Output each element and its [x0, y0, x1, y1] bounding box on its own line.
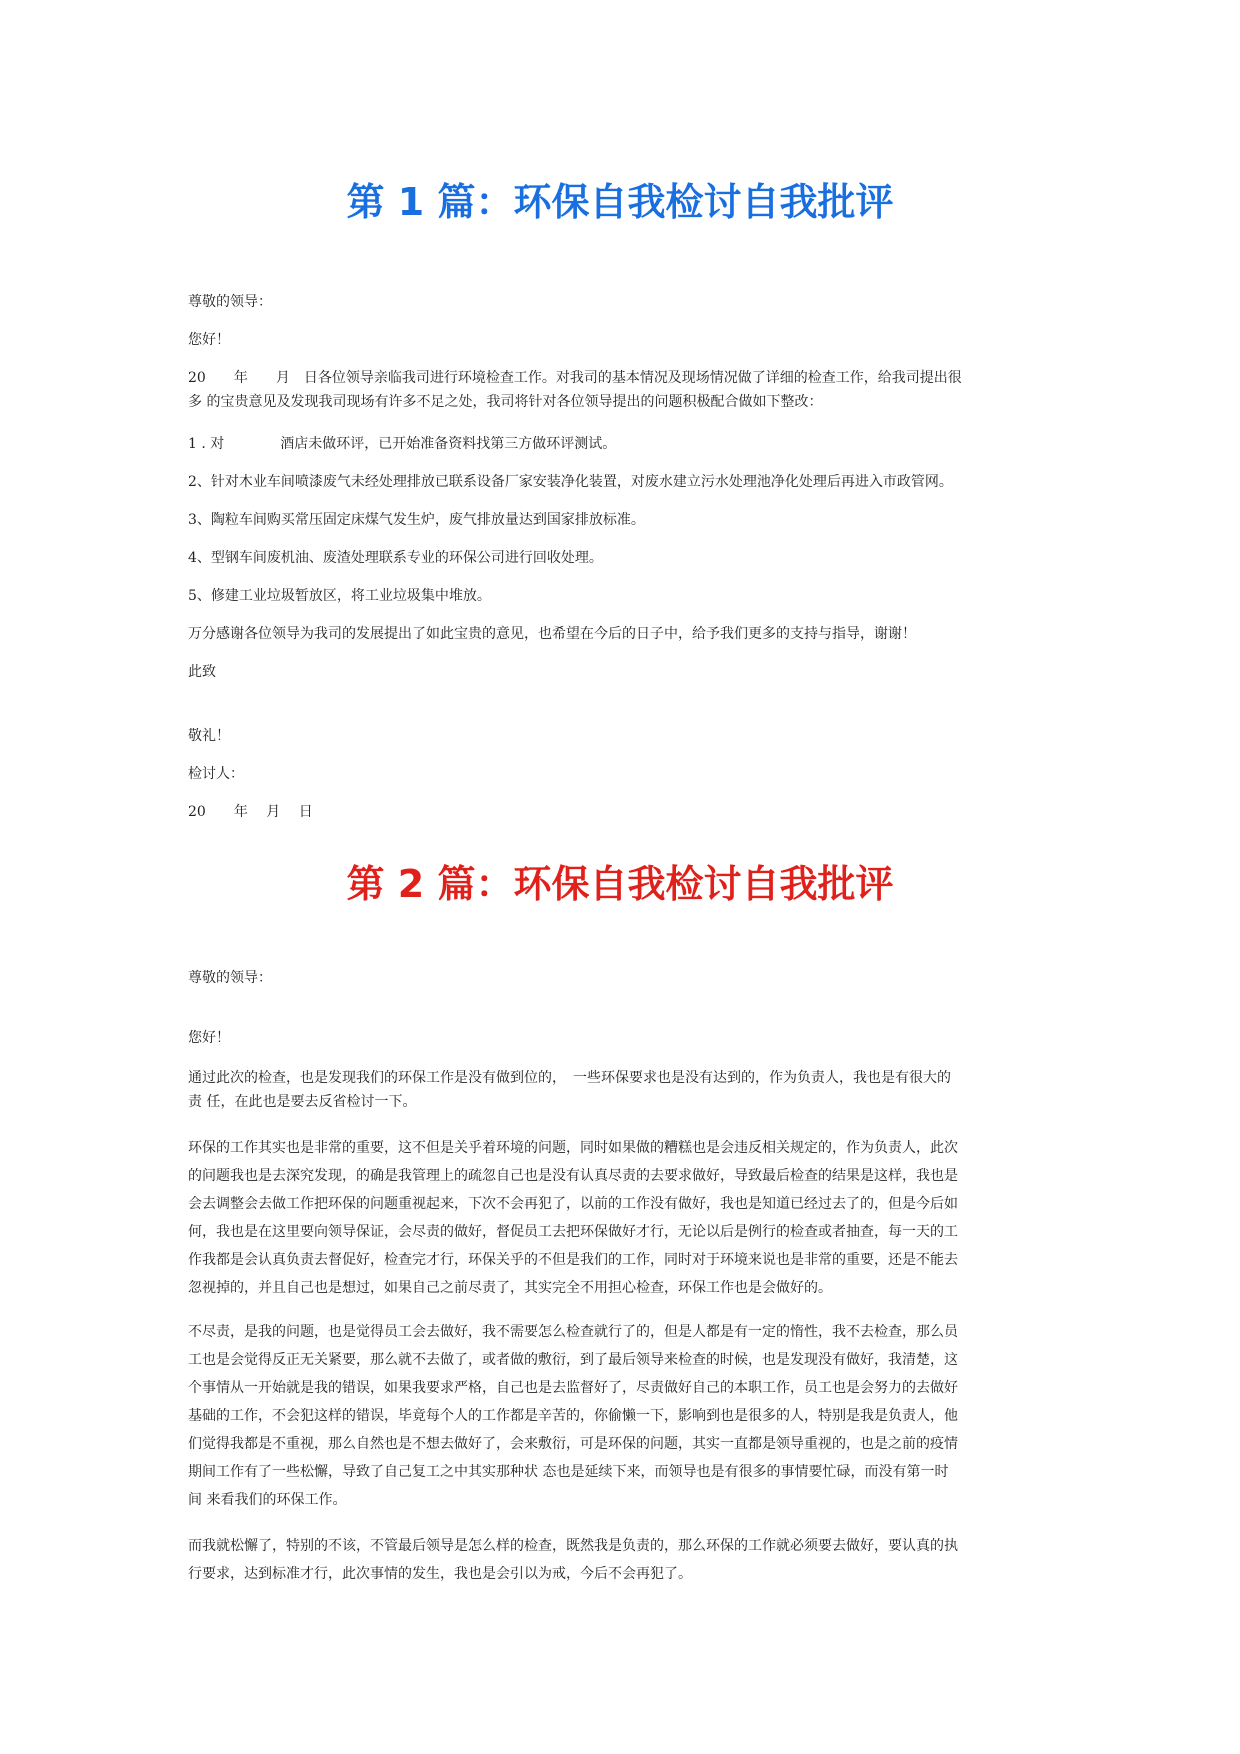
salutation: 尊敬的领导：	[188, 294, 272, 310]
paragraph-line: 通过此次的检查，也是发现我们的环保工作是没有做到位的， 一些环保要求也是没有达到的，作为负责人，我也是有很大的	[188, 1070, 951, 1086]
paragraph-line: 的问题我也是去深究发现，的确是我管理上的疏忽自己也是没有认真尽责的去要求做好，导致最后检查的结果是这样，我也是	[188, 1168, 958, 1184]
list-item: 1 . 对 酒店未做环评，已开始准备资料找第三方做环评测试。	[188, 436, 617, 452]
thanks-text: 万分感谢各位领导为我司的发展提出了如此宝贵的意见，也希望在今后的日子中，给予我们更多的支持与指导，谢谢！	[188, 626, 916, 642]
section-1-title: 第 1 篇：环保自我检讨自我批评	[346, 180, 894, 224]
section-2-greeting-block	[188, 1026, 1050, 1050]
paragraph-line: 忽视掉的，并且自己也是想过，如果自己之前尽责了，其实完全不用担心检查，环保工作也是会做好的。	[188, 1280, 832, 1296]
section-2-salutation-block	[188, 966, 1050, 990]
salutation: 尊敬的领导：	[188, 970, 272, 986]
paragraph-1	[188, 1066, 1050, 1114]
item-block-5	[188, 584, 1050, 608]
closing-text: 敬礼！	[188, 728, 230, 744]
greeting: 您好！	[188, 1030, 230, 1046]
list-item: 4、型钢车间废机油、废渣处理联系专业的环保公司进行回收处理。	[188, 550, 603, 566]
list-item: 3、陶粒车间购买常压固定床煤气发生炉，废气排放量达到国家排放标准。	[188, 512, 645, 528]
intro-line: 20 年 月 日各位领导亲临我司进行环境检查工作。对我司的基本情况及现场情况做了详细的检查工作，给我司提出很	[188, 370, 962, 386]
signer-label: 检讨人：	[188, 766, 244, 782]
item-block-4	[188, 546, 1050, 570]
list-item: 5、修建工业垃圾暂放区，将工业垃圾集中堆放。	[188, 588, 491, 604]
section-2-title: 第 2 篇：环保自我检讨自我批评	[346, 862, 894, 906]
paragraph-line: 工也是会觉得反正无关紧要，那么就不去做了，或者做的敷衍，到了最后领导来检查的时候，也是发现没有做好，我清楚，这	[188, 1352, 958, 1368]
closing-block-2	[188, 724, 1050, 748]
item-block-2	[188, 470, 1050, 494]
paragraph-line: 作我都是会认真负责去督促好，检查完才行，环保关乎的不但是我们的工作，同时对于环境来说也是非常的重要，还是不能去	[188, 1252, 958, 1268]
paragraph-line: 会去调整会去做工作把环保的问题重视起来，下次不会再犯了，以前的工作没有做好，我也是知道已经过去了的，但是今后如	[188, 1196, 958, 1212]
paragraph-line: 期间工作有了一些松懈，导致了自己复工之中其实那种状 态也是延续下来，而领导也是有很多的事情要忙碌，而没有第一时	[188, 1464, 949, 1480]
intro-block	[188, 366, 1050, 414]
signer-block	[188, 762, 1050, 786]
paragraph-4	[188, 1532, 1050, 1588]
paragraph-2	[188, 1134, 1050, 1302]
intro-line: 多 的宝贵意见及发现我司现场有许多不足之处，我司将针对各位领导提出的问题积极配合做如下整改：	[188, 394, 823, 410]
item-block-1	[188, 432, 1050, 456]
thanks-block	[188, 622, 1050, 646]
paragraph-line: 们觉得我都是不重视，那么自然也是不想去做好了，会来敷衍，可是环保的问题，其实一直都是领导重视的，也是之前的疫情	[188, 1436, 958, 1452]
greeting-block	[188, 328, 1050, 352]
paragraph-3	[188, 1318, 1050, 1514]
paragraph-line: 环保的工作其实也是非常的重要，这不但是关乎着环境的问题，同时如果做的糟糕也是会违反相关规定的，作为负责人，此次	[188, 1140, 958, 1156]
paragraph-line: 行要求，达到标准才行，此次事情的发生，我也是会引以为戒，今后不会再犯了。	[188, 1566, 692, 1582]
item-block-3	[188, 508, 1050, 532]
paragraph-line: 个事情从一开始就是我的错误，如果我要求严格，自己也是去监督好了，尽责做好自己的本职工作，员工也是会努力的去做好	[188, 1380, 958, 1396]
greeting: 您好！	[188, 332, 230, 348]
paragraph-line: 何，我也是在这里要向领导保证，会尽责的做好，督促员工去把环保做好才行，无论以后是例行的检查或者抽查，每一天的工	[188, 1224, 958, 1240]
list-item: 2、针对木业车间喷漆废气未经处理排放已联系设备厂家安装净化装置，对废水建立污水处理池净化处理后再进入市政管网。	[188, 474, 953, 490]
paragraph-line: 责 任，在此也是要去反省检讨一下。	[188, 1094, 417, 1110]
closing-text: 此致	[188, 664, 216, 680]
date-line: 20 年 月 日	[188, 804, 313, 820]
paragraph-line: 而我就松懈了，特别的不该，不管最后领导是怎么样的检查，既然我是负责的，那么环保的工作就必须要去做好，要认真的执	[188, 1538, 958, 1554]
closing-block-1	[188, 660, 1050, 684]
paragraph-line: 间 来看我们的环保工作。	[188, 1492, 347, 1508]
section-1-body	[188, 290, 1050, 314]
paragraph-line: 不尽责，是我的问题，也是觉得员工会去做好，我不需要怎么检查就行了的，但是人都是有一定的惰性，我不去检查，那么员	[188, 1324, 958, 1340]
date-block	[188, 800, 1050, 824]
paragraph-line: 基础的工作，不会犯这样的错误，毕竟每个人的工作都是辛苦的，你偷懒一下，影响到也是很多的人，特别是我是负责人，他	[188, 1408, 958, 1424]
